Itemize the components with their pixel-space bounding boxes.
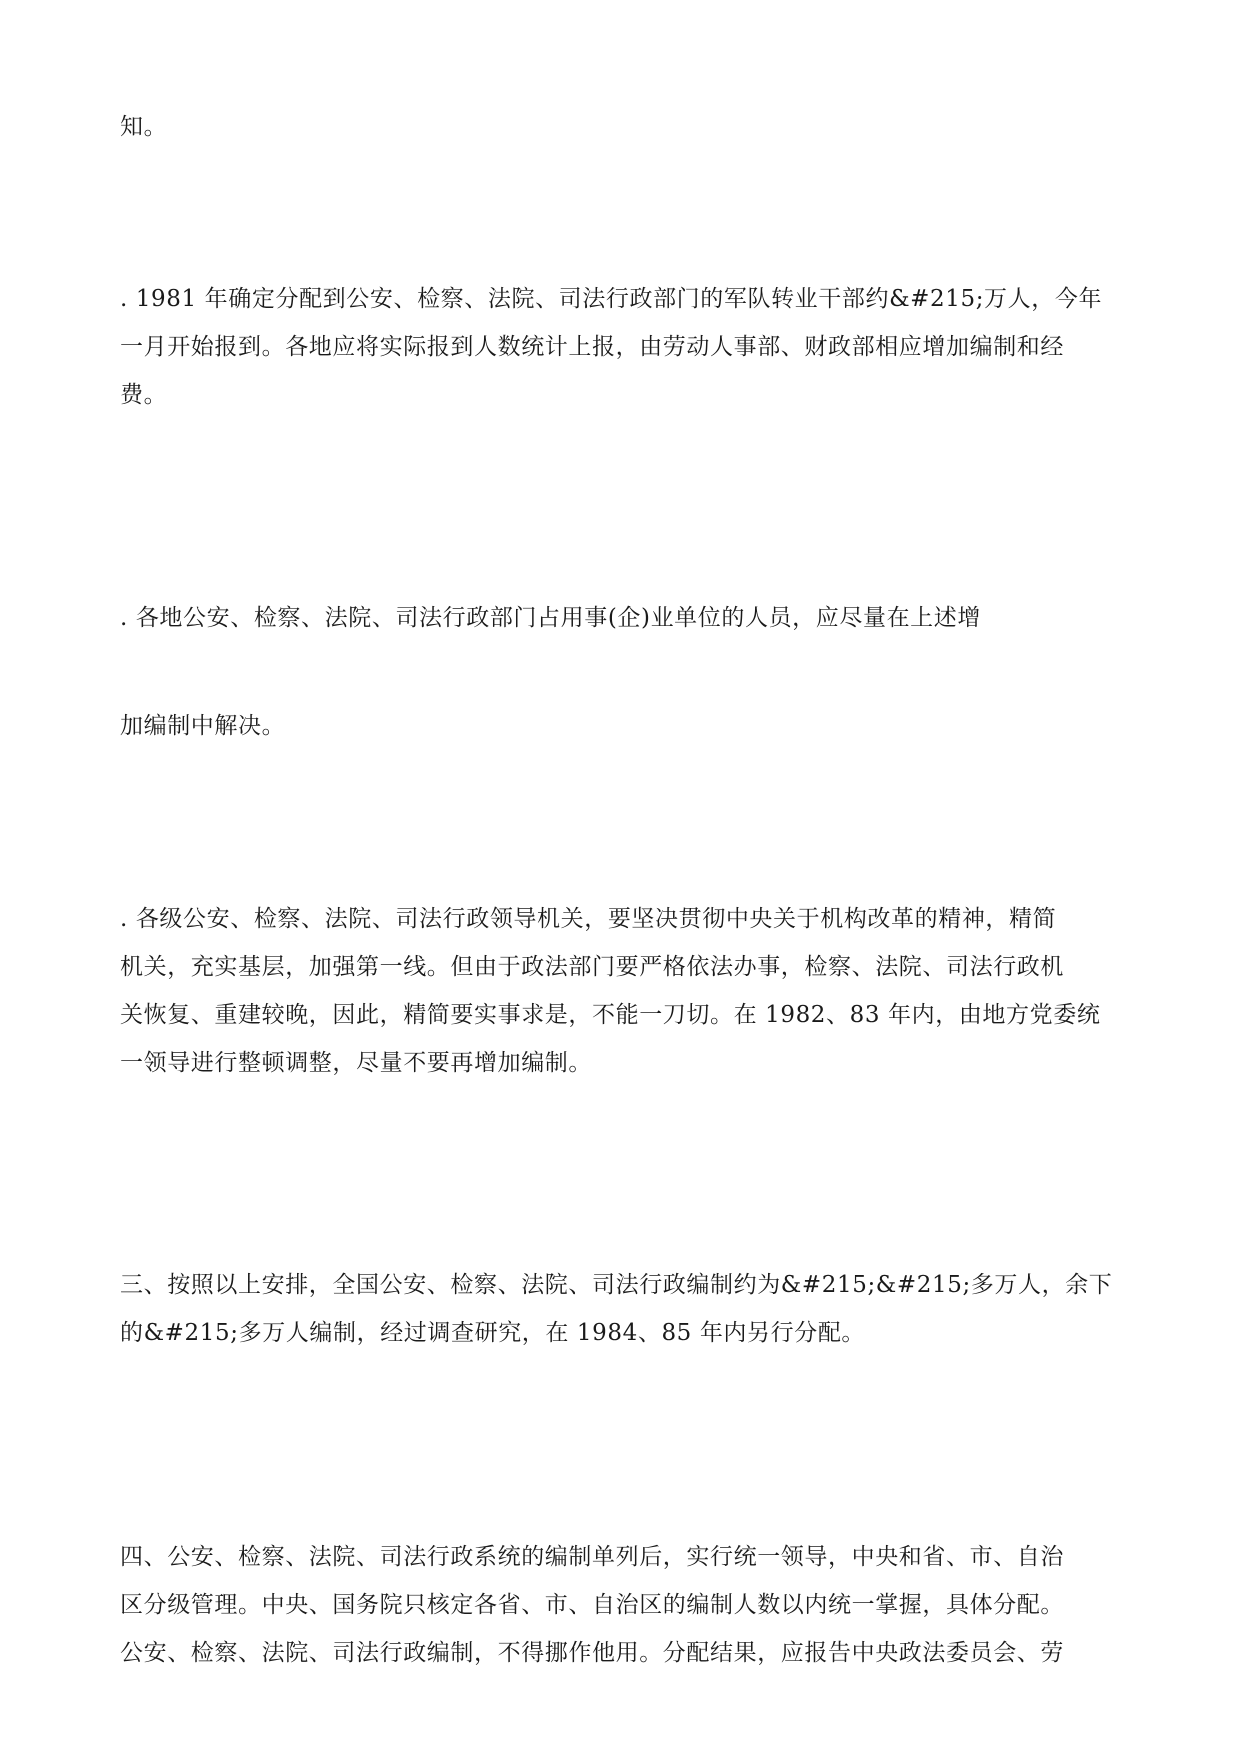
- text-line: 一领导进行整顿调整，尽量不要再增加编制。: [120, 1050, 592, 1076]
- text-line: 四、公安、检察、法院、司法行政系统的编制单列后，实行统一领导，中央和省、市、自治: [120, 1544, 1064, 1570]
- text-line: 知。: [120, 114, 168, 140]
- text-line: . 各级公安、检察、法院、司法行政领导机关，要坚决贯彻中央关于机构改革的精神，精简: [120, 906, 1057, 932]
- text-line: 公安、检察、法院、司法行政编制，不得挪作他用。分配结果，应报告中央政法委员会、劳: [120, 1640, 1064, 1666]
- text-line: 区分级管理。中央、国务院只核定各省、市、自治区的编制人数以内统一掌握，具体分配。: [120, 1592, 1064, 1618]
- text-line: 关恢复、重建较晚，因此，精简要实事求是，不能一刀切。在 1982、83 年内，由地方党委统: [120, 1002, 1101, 1028]
- text-line: 机关，充实基层，加强第一线。但由于政法部门要严格依法办事，检察、法院、司法行政机: [120, 954, 1064, 980]
- text-line: 费。: [120, 382, 168, 408]
- text-line: . 各地公安、检察、法院、司法行政部门占用事(企)业单位的人员，应尽量在上述增: [120, 605, 981, 631]
- text-line: 加编制中解决。: [120, 713, 286, 739]
- text-line: 三、按照以上安排，全国公安、检察、法院、司法行政编制约为&#215;&#215;多万人，余下: [120, 1272, 1113, 1298]
- text-line: 一月开始报到。各地应将实际报到人数统计上报，由劳动人事部、财政部相应增加编制和经: [120, 334, 1064, 360]
- text-line: . 1981 年确定分配到公安、检察、法院、司法行政部门的军队转业干部约&#215;万人，今年: [120, 286, 1103, 312]
- text-line: 的&#215;多万人编制，经过调查研究，在 1984、85 年内另行分配。: [120, 1320, 866, 1346]
